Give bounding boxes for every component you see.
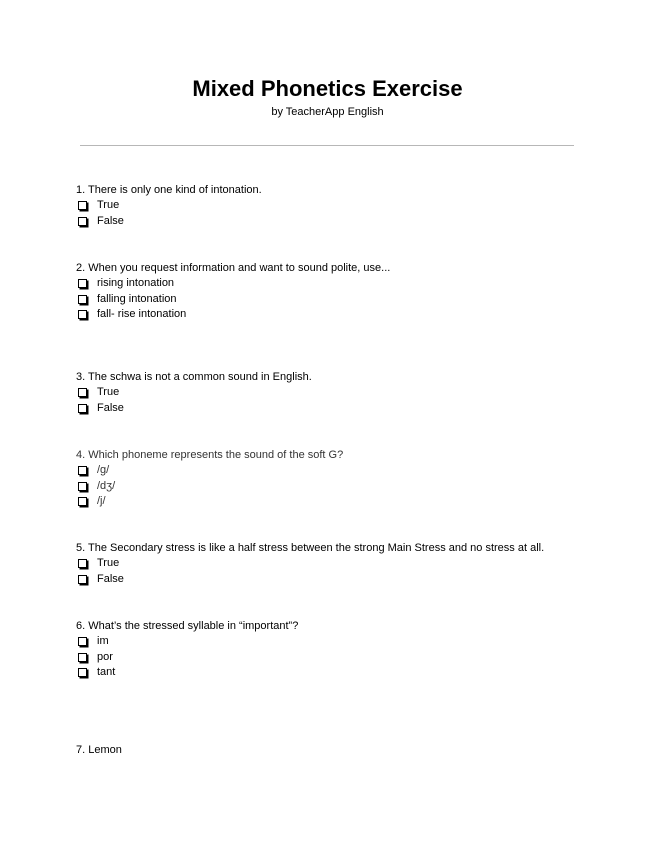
option-label: por	[97, 650, 113, 663]
option-im[interactable]	[76, 634, 636, 650]
question-text: 2. When you request information and want to sound polite, use...	[76, 262, 391, 274]
option-label: False	[97, 214, 124, 227]
option-label: falling intonation	[97, 292, 177, 305]
question-2	[76, 260, 636, 323]
option-true[interactable]	[76, 556, 636, 572]
option-g[interactable]	[76, 463, 636, 479]
option-label: /dʒ/	[97, 479, 116, 492]
page-title: Mixed Phonetics Exercise	[192, 76, 463, 101]
option-label: True	[97, 199, 120, 211]
checkbox-icon[interactable]	[78, 653, 87, 662]
option-label: tant	[97, 666, 116, 678]
checkbox-icon[interactable]	[78, 575, 87, 584]
question-text: 3. The schwa is not a common sound in English.	[76, 371, 312, 383]
checkbox-icon[interactable]	[78, 404, 87, 413]
option-label: True	[97, 557, 120, 569]
checkbox-icon[interactable]	[78, 295, 87, 304]
checkbox-icon[interactable]	[78, 217, 87, 226]
question-6	[76, 618, 636, 681]
option-label: False	[97, 572, 124, 585]
option-label: /j/	[97, 495, 106, 507]
option-false[interactable]	[76, 214, 636, 230]
checkbox-icon[interactable]	[78, 559, 87, 568]
checkbox-icon[interactable]	[78, 388, 87, 397]
question-text: 6. What’s the stressed syllable in “important”?	[76, 620, 299, 632]
question-text: 5. The Secondary stress is like a half stress between the strong Main Stress and no stress at all.	[76, 542, 545, 554]
question-text: 1. There is only one kind of intonation.	[76, 184, 262, 196]
question-text: 7. Lemon	[76, 744, 122, 756]
checkbox-icon[interactable]	[78, 201, 87, 210]
option-false[interactable]	[76, 401, 636, 417]
question-5	[76, 540, 636, 587]
option-true[interactable]	[76, 385, 636, 401]
option-dzh[interactable]	[76, 479, 636, 495]
page-subtitle: by TeacherApp English	[271, 106, 384, 118]
checkbox-icon[interactable]	[78, 497, 87, 506]
option-label: False	[97, 401, 124, 414]
question-text: 4. Which phoneme represents the sound of the soft G?	[76, 449, 344, 461]
checkbox-icon[interactable]	[78, 668, 87, 677]
option-j[interactable]	[76, 494, 636, 510]
option-label: True	[97, 386, 120, 398]
option-label: fall- rise intonation	[97, 308, 187, 320]
checkbox-icon[interactable]	[78, 279, 87, 288]
checkbox-icon[interactable]	[78, 482, 87, 491]
option-label: rising intonation	[97, 277, 175, 289]
question-4	[76, 447, 636, 510]
option-falling[interactable]	[76, 292, 636, 308]
question-1	[76, 182, 636, 229]
checkbox-icon[interactable]	[78, 637, 87, 646]
option-label: im	[97, 635, 109, 647]
option-tant[interactable]	[76, 665, 636, 681]
title-divider	[80, 145, 574, 146]
checkbox-icon[interactable]	[78, 310, 87, 319]
option-true[interactable]	[76, 198, 636, 214]
option-fall-rise[interactable]	[76, 307, 636, 323]
question-3	[76, 369, 636, 416]
option-por[interactable]	[76, 650, 636, 666]
checkbox-icon[interactable]	[78, 466, 87, 475]
question-7	[76, 742, 636, 758]
option-rising[interactable]	[76, 276, 636, 292]
option-false[interactable]	[76, 572, 636, 588]
option-label: /g/	[97, 464, 110, 476]
